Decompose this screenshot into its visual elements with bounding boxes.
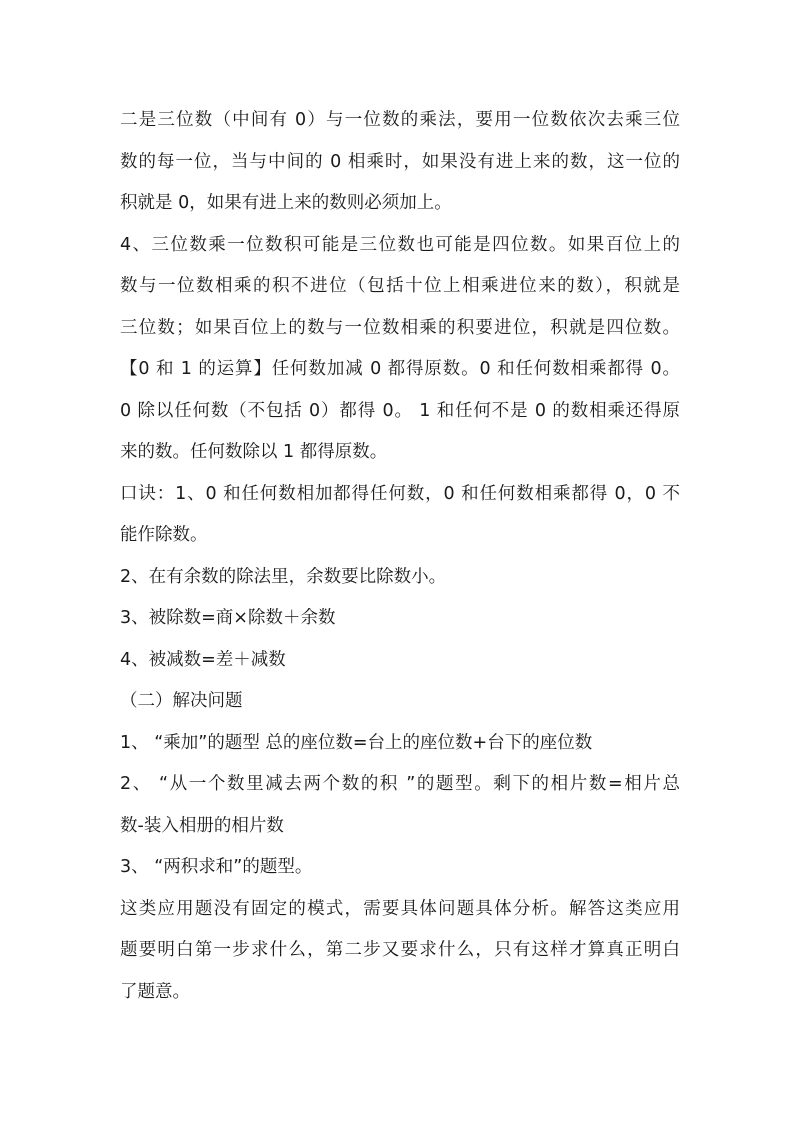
text-line: 3、 “两积求和”的题型。 [120, 857, 313, 877]
document-body [120, 100, 680, 1013]
section-heading: （二）解决问题 [120, 691, 243, 711]
text-line: 【0 和 1 的运算】任何数加减 0 都得原数。0 和任何数相乘都得 0。 [120, 359, 680, 379]
text-line: 4、三位数乘一位数积可能是三位数也可能是四位数。如果百位上的 [120, 234, 680, 255]
text-line: 口诀：1、0 和任何数相加都得任何数，0 和任何数相乘都得 0，0 不 [120, 483, 680, 504]
text-line: 数的每一位，当与中间的 0 相乘时，如果没有进上来的数，这一位的 [120, 151, 680, 172]
text-line: 积就是 0，如果有进上来的数则必须加上。 [120, 193, 452, 213]
text-line: 0 除以任何数（不包括 0）都得 0。 1 和任何不是 0 的数相乘还得原 [120, 400, 680, 421]
text-line: 三位数；如果百位上的数与一位数相乘的积要进位，积就是四位数。 [120, 317, 680, 338]
text-line: 数与一位数相乘的积不进位（包括十位上相乘进位来的数），积就是 [120, 276, 680, 296]
text-line: 1、 “乘加”的题型 总的座位数=台上的座位数+台下的座位数 [120, 732, 593, 753]
text-line: 2、在有余数的除法里，余数要比除数小。 [120, 566, 447, 587]
text-line: 能作除数。 [120, 525, 208, 545]
text-line: 来的数。任何数除以 1 都得原数。 [120, 442, 388, 462]
text-line: 了题意。 [120, 981, 190, 1002]
text-line: 2、 “从一个数里减去两个数的积 ”的题型。剩下的相片数=相片总 [120, 774, 680, 794]
text-line: 3、被除数=商×除数＋余数 [120, 608, 336, 628]
text-line: 这类应用题没有固定的模式，需要具体问题具体分析。解答这类应用 [120, 898, 680, 919]
text-line: 题要明白第一步求什么，第二步又要求什么，只有这样才算真正明白 [120, 940, 680, 960]
text-line: 4、被减数=差＋减数 [120, 649, 286, 670]
text-line: 二是三位数（中间有 0）与一位数的乘法，要用一位数依次去乘三位 [120, 110, 680, 130]
text-line: 数-装入相册的相片数 [120, 815, 284, 836]
